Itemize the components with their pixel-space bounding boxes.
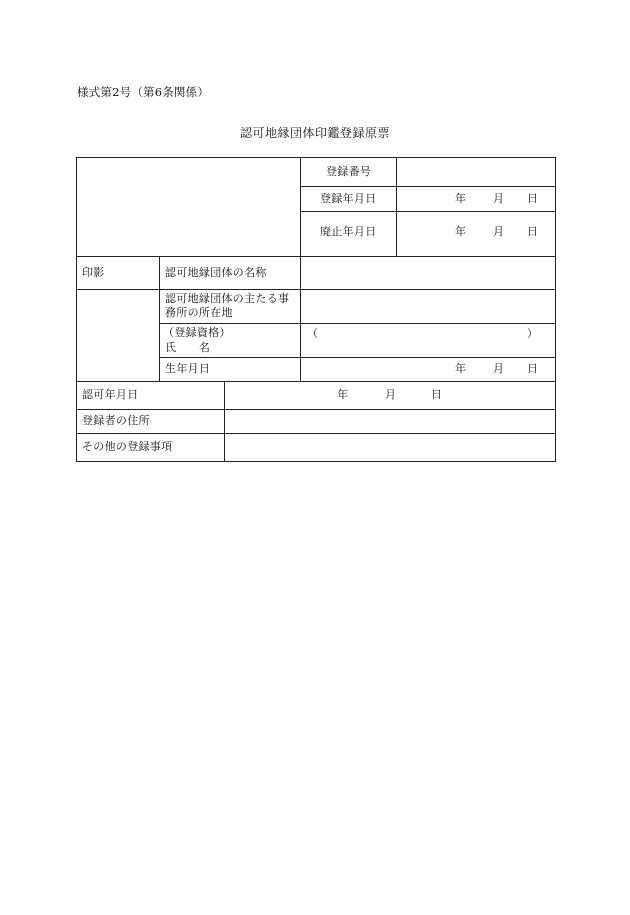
date-day-unit: 日: [527, 192, 538, 205]
abolition-date-label: 廃止年月日: [320, 225, 377, 238]
group-name-field[interactable]: [301, 257, 555, 289]
office-address-label-line1: 認可地縁団体の主たる事: [165, 292, 290, 305]
other-items-label: その他の登録事項: [82, 440, 173, 453]
paren-close: ）: [527, 327, 538, 340]
birth-date-field[interactable]: [301, 358, 555, 381]
date-month-unit: 月: [493, 225, 504, 238]
date-year-unit: 年: [455, 192, 466, 205]
registration-date-label: 登録年月日: [320, 192, 377, 205]
date-month-unit: 月: [493, 362, 504, 375]
registrant-address-label: 登録者の住所: [82, 414, 150, 427]
abolition-date-field[interactable]: [397, 212, 555, 256]
office-address-field[interactable]: [301, 290, 555, 323]
registrant-address-field[interactable]: [225, 410, 555, 433]
date-year-unit: 年: [455, 362, 466, 375]
date-year-unit: 年: [337, 388, 348, 401]
date-month-unit: 月: [385, 388, 396, 401]
registration-number-label: 登録番号: [326, 165, 372, 178]
seal-impression-box[interactable]: [77, 290, 159, 381]
paren-open: （: [307, 327, 318, 340]
date-day-unit: 日: [527, 225, 538, 238]
date-month-unit: 月: [493, 192, 504, 205]
birth-date-label: 生年月日: [165, 362, 211, 375]
registration-number-field[interactable]: [397, 158, 555, 186]
seal-label: 印影: [82, 266, 105, 279]
office-address-label-line2: 務所の所在地: [165, 306, 233, 319]
approval-date-field[interactable]: [225, 382, 555, 409]
date-day-unit: 日: [431, 388, 442, 401]
other-items-field[interactable]: [225, 434, 555, 461]
registration-date-field[interactable]: [397, 187, 555, 211]
registration-table: [76, 157, 556, 462]
date-year-unit: 年: [455, 225, 466, 238]
form-number: 様式第2号（第6条関係）: [77, 85, 210, 99]
date-day-unit: 日: [527, 362, 538, 375]
qualification-label: （登録資格）: [163, 326, 231, 339]
name-label: 氏 名: [165, 341, 211, 354]
approval-date-label: 認可年月日: [82, 388, 139, 401]
representative-name-field[interactable]: [301, 324, 555, 357]
group-name-label: 認可地縁団体の名称: [165, 266, 267, 279]
document-title: 認可地縁団体印鑑登録原票: [239, 126, 390, 140]
